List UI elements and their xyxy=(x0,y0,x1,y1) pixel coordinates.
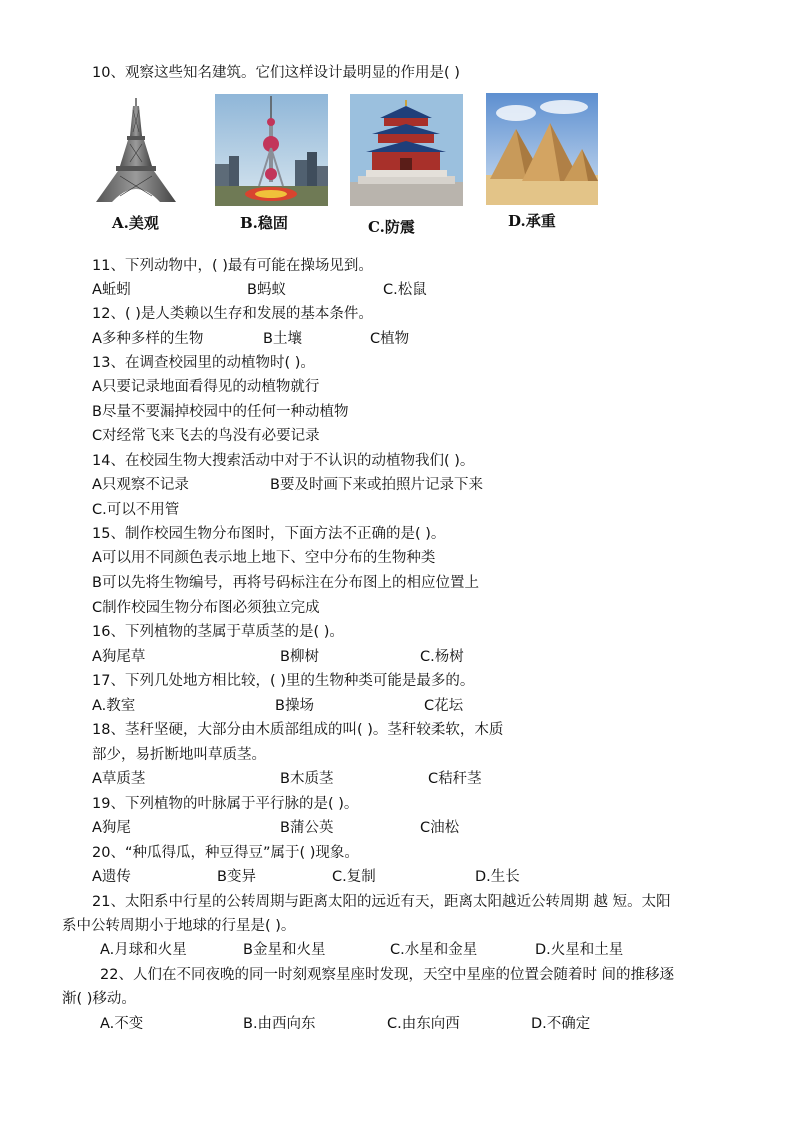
q15-stem: 15、制作校园生物分布图时，下面方法不正确的是( )。 xyxy=(92,526,446,542)
q19-option-c: C油松 xyxy=(420,820,460,836)
q17-option-a: A.教室 xyxy=(92,698,136,714)
image-label-c: C.防震 xyxy=(368,218,415,236)
q21-stem-continued: 系中公转周期小于地球的行星是( )。 xyxy=(62,918,296,934)
q20-option-d: D.生长 xyxy=(475,869,520,885)
q17-option-c: C花坛 xyxy=(424,698,464,714)
image-label-a: A.美观 xyxy=(112,214,159,232)
q15-option-b: B可以先将生物编号，再将号码标注在分布图上的相应位置上 xyxy=(92,575,479,591)
q13-stem: 13、在调查校园里的动植物时( )。 xyxy=(92,355,315,371)
q14-option-a: A只观察不记录 xyxy=(92,477,189,493)
q15-option-a: A可以用不同颜色表示地上地下、空中分布的生物种类 xyxy=(92,550,436,566)
q15-option-c: C制作校园生物分布图必须独立完成 xyxy=(92,600,320,616)
q10-stem: 10、观察这些知名建筑。它们这样设计最明显的作用是( ) xyxy=(92,65,460,81)
q18-option-c: C秸秆茎 xyxy=(428,771,482,787)
q22-option-a: A.不变 xyxy=(100,1016,144,1032)
q12-option-c: C植物 xyxy=(370,331,410,347)
eiffel-tower-icon xyxy=(90,96,182,204)
q21-stem: 21、太阳系中行星的公转周期与距离太阳的远近有天，距离太阳越近公转周期 越 短。太阳 xyxy=(92,894,671,910)
q14-option-c: C.可以不用管 xyxy=(92,502,180,518)
q12-stem: 12、( )是人类赖以生存和发展的基本条件。 xyxy=(92,306,373,322)
q21-option-c: C.水星和金星 xyxy=(390,942,478,958)
q21-option-d: D.火星和土星 xyxy=(535,942,624,958)
q20-option-c: C.复制 xyxy=(332,869,376,885)
q19-stem: 19、下列植物的叶脉属于平行脉的是( )。 xyxy=(92,796,359,812)
q20-stem: 20、“种瓜得瓜，种豆得豆”属于( )现象。 xyxy=(92,845,359,861)
q11-option-b: B蚂蚁 xyxy=(247,282,286,298)
q18-option-a: A草质茎 xyxy=(92,771,146,787)
q12-option-b: B土壤 xyxy=(263,331,302,347)
q17-stem: 17、下列几处地方相比较，( )里的生物种类可能是最多的。 xyxy=(92,673,475,689)
q11-stem: 11、下列动物中，( )最有可能在操场见到。 xyxy=(92,258,373,274)
q16-stem: 16、下列植物的茎属于草质茎的是( )。 xyxy=(92,624,344,640)
q14-stem: 14、在校园生物大搜索活动中对于不认识的动植物我们( )。 xyxy=(92,453,475,469)
q14-option-b: B要及时画下来或拍照片记录下来 xyxy=(270,477,483,493)
q22-option-b: B.由西向东 xyxy=(243,1016,316,1032)
q22-option-d: D.不确定 xyxy=(531,1016,591,1032)
q22-option-c: C.由东向西 xyxy=(387,1016,460,1032)
q11-option-a: A蚯蚓 xyxy=(92,282,131,298)
image-label-d: D.承重 xyxy=(508,212,556,230)
q22-stem-continued: 渐( )移动。 xyxy=(62,991,136,1007)
q17-option-b: B操场 xyxy=(275,698,314,714)
temple-of-heaven-icon xyxy=(350,94,463,206)
pyramids-icon xyxy=(486,93,598,205)
q19-option-a: A狗尾 xyxy=(92,820,131,836)
q18-stem: 18、茎秆坚硬，大部分由木质部组成的叫( )。茎秆较柔软，木质 xyxy=(92,722,504,738)
image-label-b: B.稳固 xyxy=(240,214,288,232)
q18-option-b: B木质茎 xyxy=(280,771,334,787)
q16-option-c: C.杨树 xyxy=(420,649,464,665)
q21-option-a: A.月球和火星 xyxy=(100,942,187,958)
oriental-pearl-tower-icon xyxy=(215,94,328,206)
q22-stem: 22、人们在不同夜晚的同一时刻观察星座时发现，天空中星座的位置会随着时 间的推移逐 xyxy=(100,967,675,983)
q13-option-c: C对经常飞来飞去的鸟没有必要记录 xyxy=(92,428,320,444)
q20-option-a: A遗传 xyxy=(92,869,131,885)
q13-option-b: B尽量不要漏掉校园中的任何一种动植物 xyxy=(92,404,349,420)
q12-option-a: A多种多样的生物 xyxy=(92,331,204,347)
q20-option-b: B变异 xyxy=(217,869,256,885)
q16-option-b: B柳树 xyxy=(280,649,319,665)
q18-stem-continued: 部少，易折断地叫草质茎。 xyxy=(92,747,266,763)
q19-option-b: B蒲公英 xyxy=(280,820,334,836)
q21-option-b: B金星和火星 xyxy=(243,942,326,958)
q11-option-c: C.松鼠 xyxy=(383,282,427,298)
q16-option-a: A狗尾草 xyxy=(92,649,146,665)
q13-option-a: A只要记录地面看得见的动植物就行 xyxy=(92,379,320,395)
